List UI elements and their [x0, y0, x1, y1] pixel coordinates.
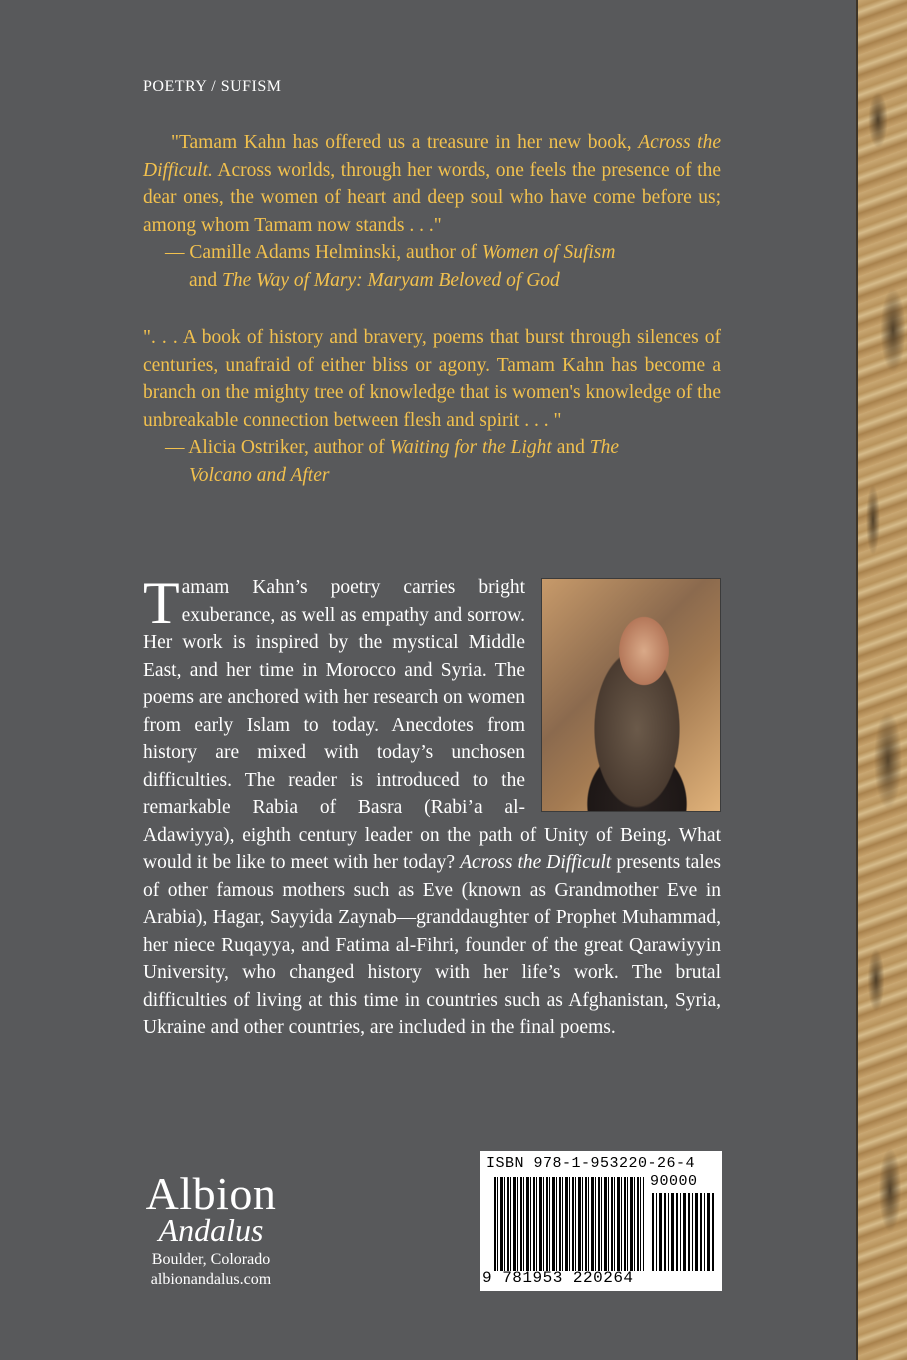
- endorsement-quote-2: [143, 324, 721, 489]
- price-code: 90000: [650, 1173, 698, 1190]
- publisher-logo: [143, 1168, 279, 1290]
- publisher-name: Albion: [145, 1168, 277, 1219]
- publisher-website: albionandalus.com: [150, 1271, 272, 1288]
- book-title: Across the Difficult: [460, 852, 612, 873]
- quote-2-text: ". . . A book of history and bravery, poems that burst through silences of centuries, unafraid of either bliss or agony. Tamam Kahn has become a branch on the mighty tree of knowledge that is women's knowledge of the unbreakable connection between flesh and spirit . . . ": [143, 327, 721, 431]
- decorative-calligraphy-strip: [856, 0, 907, 1360]
- category-label: POETRY / SUFISM: [143, 78, 282, 95]
- price-barcode-bars: [652, 1193, 714, 1271]
- isbn-text: ISBN 978-1-953220-26-4: [486, 1155, 696, 1172]
- drop-cap: T: [143, 570, 180, 636]
- book-title: Across the Difficult.: [143, 132, 721, 181]
- quote-1-attribution: — Camille Adams Helminski, author of Women of Sufism and The Way of Mary: Maryam Beloved of God: [165, 242, 616, 291]
- publisher-city: Boulder, Colorado: [151, 1251, 271, 1268]
- author-bio: Tamam Kahn’s poetry carries bright exuberance, as well as empathy and sorrow. Her work is inspired by the mystical Middle East, and her time in Morocco and Syria. The poems are anchored with her research on women from early Islam to today. Anecdotes from history are mixed with today’s unchosen difficulties. The reader is introduced to the remarkable Rabia of Basra (Rabi’a al-Adawiyya), eighth century leader on the path of Unity of Being. What would it be like to meet with her today? Across the Difficult presents tales of other famous mothers such as Eve (known as Grandmother Eve in Arabia), Hagar, Sayyida Zaynab—granddaughter of Prophet Muhammad, her niece Ruqayya, and Fatima al-Fihri, founder of the great Qarawiyyin University, who changed history with her life’s work. The brutal difficulties of living at this time in countries such as Afghanistan, Syria, Ukraine and other countries, are included in the final poems.: [143, 570, 721, 1038]
- endorsement-quote-1: [143, 129, 721, 294]
- ean-digits: 9 781953 220264: [482, 1269, 634, 1287]
- barcode-bars: [494, 1177, 644, 1271]
- author-photo: [541, 578, 721, 812]
- quote-2-attribution: — Alicia Ostriker, author of Waiting for the Light and The Volcano and After: [165, 437, 619, 486]
- isbn-barcode: [480, 1151, 722, 1291]
- publisher-name-script: Andalus: [158, 1212, 264, 1248]
- quote-1-text: "Tamam Kahn has offered us a treasure in her new book, Across the Difficult. Across worlds, through her words, one feels the presence of the dear ones, the women of heart and deep soul who have come before us; among whom Tamam now stands . . .": [143, 132, 721, 236]
